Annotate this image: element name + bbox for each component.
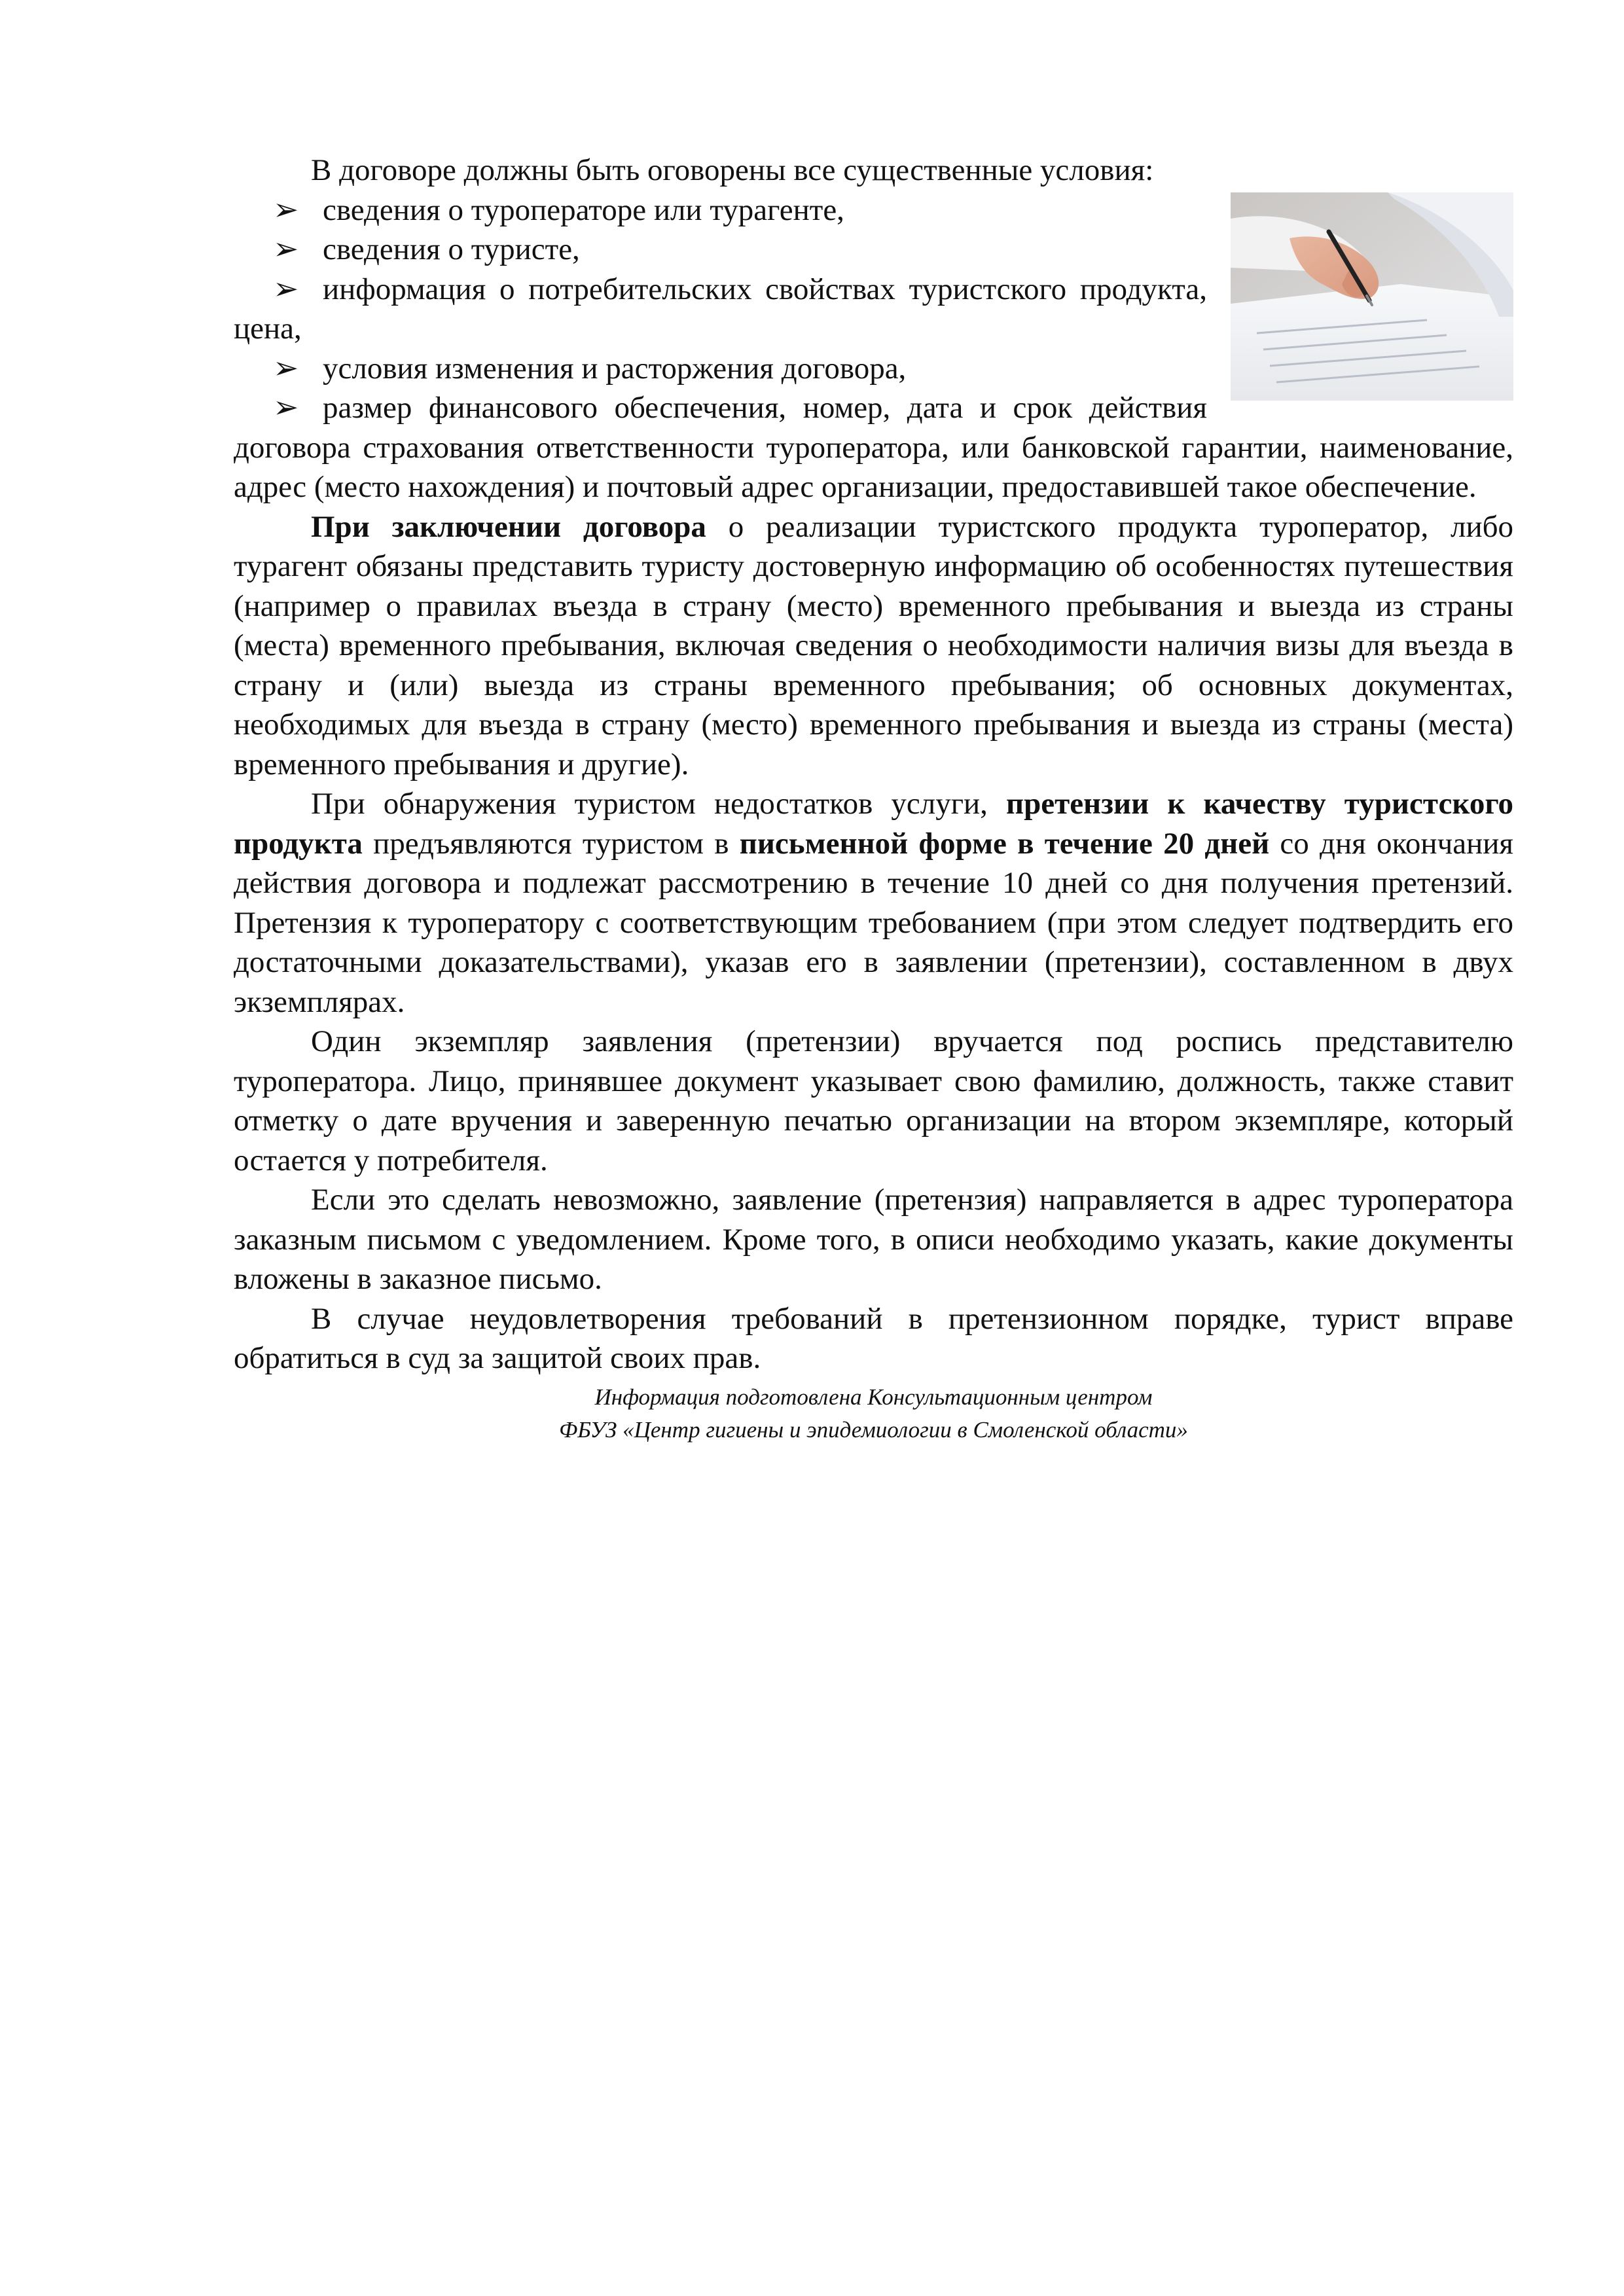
bold-phrase: письменной форме в течение 20 дней (739, 826, 1270, 861)
contract-info-paragraph (234, 507, 1513, 785)
list-item-text: сведения о туроператоре или турагенте, (323, 192, 844, 227)
list-item (234, 230, 1207, 270)
list-item-text: условия изменения и расторжения договора, (323, 351, 907, 386)
list-item-text: сведения о туристе, (323, 232, 580, 266)
list-item-text: размер финансового обеспечения, номер, дата и срок действия договора страхования ответственности туроператора, или банковской гарантии, наименование, адрес (место нахождения) и почтовый адрес организации, предоставившей такое обеспечение. (234, 391, 1513, 504)
claims-paragraph (234, 784, 1513, 1022)
paragraph-text: со дня окончания действия договора и подлежат рассмотрению в течение 10 дней со дня получения претензий. Претензия к туроператору с соответствующим требованием (при этом следует подтвердить его достаточными доказательствами), указав его в заявлении (претензии), составленном в двух экземплярах. (234, 826, 1513, 1019)
court-paragraph: В случае неудовлетворения требований в претензионном порядке, турист вправе обратиться в суд за защитой своих прав. (234, 1301, 1513, 1375)
paragraph-text: о реализации туристского продукта туроператор, либо турагент обязаны представить туристу достоверную информацию об особенностях путешествия (например о правилах въезда в страну (место) временного пребывания и выезда из страны (места) временного пребывания, включая сведения о необходимости наличия визы для въезда в страну и (или) выезда из страны временного пребывания; об основных документах, необходимых для въезда в страну (место) временного пребывания и выезда из страны (места) временного пребывания и другие). (234, 509, 1514, 781)
registered-mail-paragraph: Если это сделать невозможно, заявление (претензия) направляется в адрес туроператора заказным письмом с уведомлением. Кроме того, в описи необходимо указать, какие документы вложены в заказное письмо. (234, 1183, 1513, 1296)
intro-paragraph: В договоре должны быть оговорены все существенные условия: (311, 153, 1154, 187)
list-item (234, 388, 1513, 507)
list-item-text: информация о потребительских свойствах туристского продукта, цена, (234, 272, 1207, 346)
arrow-bullet-icon: ➢ (273, 232, 299, 266)
credit-line: Информация подготовлена Консультационным центром (594, 1384, 1153, 1410)
document-page (234, 151, 1513, 1446)
credit-line: ФБУЗ «Центр гигиены и эпидемиологии в Смоленской области» (559, 1416, 1188, 1443)
copy-delivery-paragraph: Один экземпляр заявления (претензии) вручается под роспись представителю туроператора. Лицо, принявшее документ указывает свою фамилию, должность, также ставит отметку о дате вручения и заверенную печатью организации на втором экземпляре, который остается у потребителя. (234, 1024, 1513, 1177)
list-item (234, 349, 1207, 389)
arrow-bullet-icon: ➢ (273, 351, 299, 386)
contract-signing-photo (1231, 192, 1513, 401)
bold-phrase: претензии к качеству туристского продукта (234, 787, 1513, 861)
arrow-bullet-icon: ➢ (273, 391, 299, 425)
arrow-bullet-icon: ➢ (273, 192, 299, 227)
credit-block (234, 1381, 1513, 1446)
hand-writing-icon (1231, 192, 1513, 401)
list-item (234, 190, 1207, 230)
paragraph-text: При обнаружения туристом недостатков услуги, (311, 787, 1007, 821)
paragraph-text: предъявляются туристом в (362, 826, 740, 861)
bold-phrase: При заключении договора (311, 509, 706, 544)
arrow-bullet-icon: ➢ (273, 272, 299, 306)
